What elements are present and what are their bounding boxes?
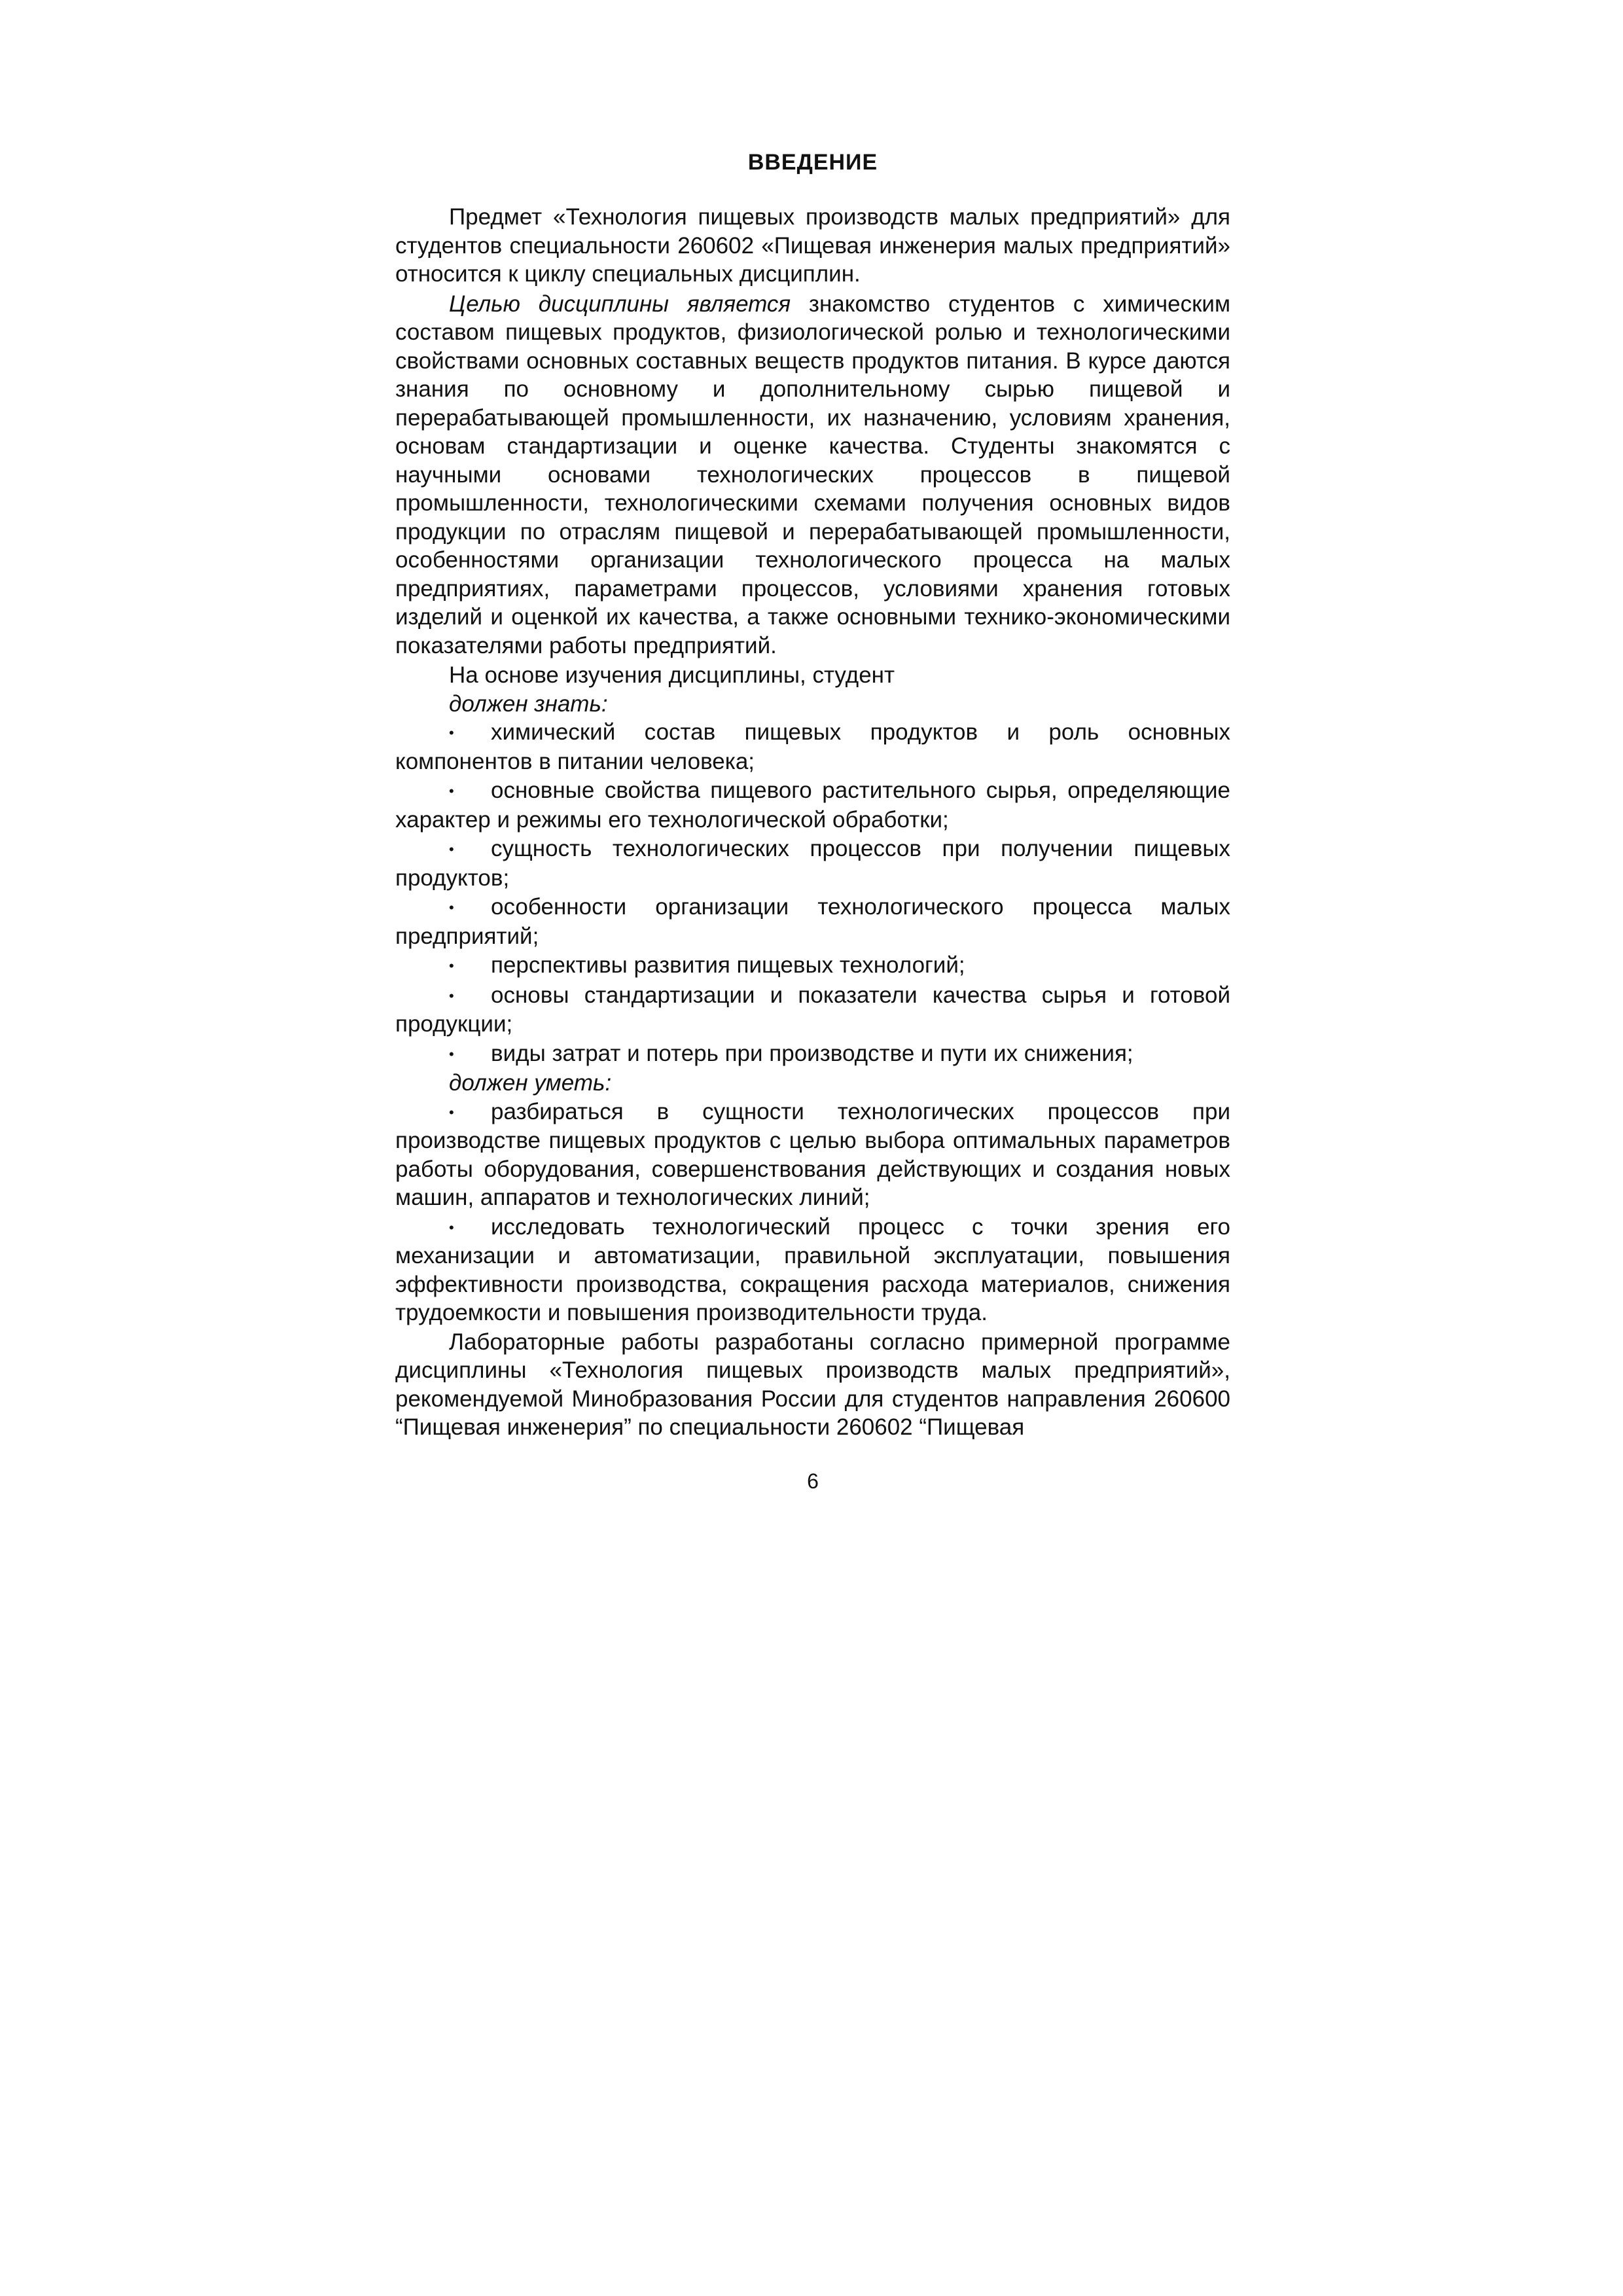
bullet-icon: • (449, 841, 454, 857)
list-item (395, 1213, 1230, 1327)
know-label: должен знать: (449, 691, 608, 717)
able-list (395, 1098, 1230, 1327)
list-item-text: разбираться в сущности технологических процессов при производстве пищевых продуктов с целью выбора оптимальных параметров работы оборудования, совершенствования действующих и создания новых машин, аппаратов и технологических линий; (395, 1098, 1230, 1210)
list-item-text: исследовать технологический процесс с точки зрения его механизации и автоматизации, правильной эксплуатации, повышения эффективности производства, сокращения расхода материалов, снижения трудоемкости и повышения производительности труда. (395, 1213, 1230, 1325)
bullet-icon: • (449, 987, 454, 1004)
list-item-text: особенности организации технологического процесса малых предприятий; (395, 894, 1230, 949)
bullet-icon: • (449, 958, 454, 974)
list-item (395, 1039, 1230, 1069)
bullet-icon: • (449, 1045, 454, 1062)
bullet-icon: • (449, 899, 454, 916)
list-item (395, 893, 1230, 950)
goal-paragraph (395, 290, 1230, 660)
list-item-text: основы стандартизации и показатели качества сырья и готовой продукции; (395, 982, 1230, 1037)
list-item (395, 834, 1230, 892)
bullet-icon: • (449, 725, 454, 741)
study-intro: На основе изучения дисциплины, студент (449, 662, 895, 688)
list-item (395, 776, 1230, 834)
body-text (395, 203, 1230, 1442)
list-item (395, 981, 1230, 1039)
document-page (395, 148, 1230, 1494)
list-item-text: виды затрат и потерь при производстве и пути их снижения; (491, 1040, 1133, 1066)
list-item-text: химический состав пищевых продуктов и роль основных компонентов в питании человека; (395, 719, 1230, 774)
intro-paragraph: Предмет «Технология пищевых производств малых предприятий» для студентов специальности 260602 «Пищевая инженерия малых предприятий» относится к циклу специальных дисциплин. (395, 204, 1230, 287)
goal-label: Целью дисциплины является (449, 291, 791, 317)
section-title: ВВЕДЕНИЕ (747, 150, 878, 175)
goal-text: знакомство студентов с химическим составом пищевых продуктов, физиологической ролью и технологическими свойствами основных составных веществ продуктов питания. В курсе даются знания по основному и дополнительному сырью пищевой и перерабатывающей промышленности, их назначению, условиям хранения, основам стандартизации и оценке качества. Студенты знакомятся с научными основами технологических процессов в пищевой промышленности, технологическими схемами получения основных видов продукции по отраслям пищевой и перерабатывающей промышленности, особенностями организации технологического процесса на малых предприятиях, параметрами процессов, условиями хранения готовых изделий и оценкой их качества, а также основными технико-экономическими показателями работы предприятий. (395, 291, 1231, 658)
bullet-icon: • (449, 783, 454, 799)
list-item (395, 718, 1230, 776)
list-item (395, 1098, 1230, 1212)
list-item-text: сущность технологических процессов при получении пищевых продуктов; (395, 836, 1230, 891)
list-item-text: перспективы развития пищевых технологий; (491, 952, 965, 978)
list-item-text: основные свойства пищевого растительного сырья, определяющие характер и режимы его технологической обработки; (395, 778, 1230, 833)
know-list (395, 718, 1230, 1068)
list-item (395, 951, 1230, 980)
closing-paragraph: Лабораторные работы разработаны согласно примерной программе дисциплины «Технология пищевых производств малых предприятий», рекомендуемой Минобразования России для студентов направления 260600 “Пищевая инженерия” по специальности 260602 “Пищевая (395, 1329, 1230, 1440)
page-number: 6 (807, 1469, 819, 1493)
bullet-icon: • (449, 1219, 454, 1236)
able-label: должен уметь: (449, 1070, 612, 1096)
bullet-icon: • (449, 1103, 454, 1121)
